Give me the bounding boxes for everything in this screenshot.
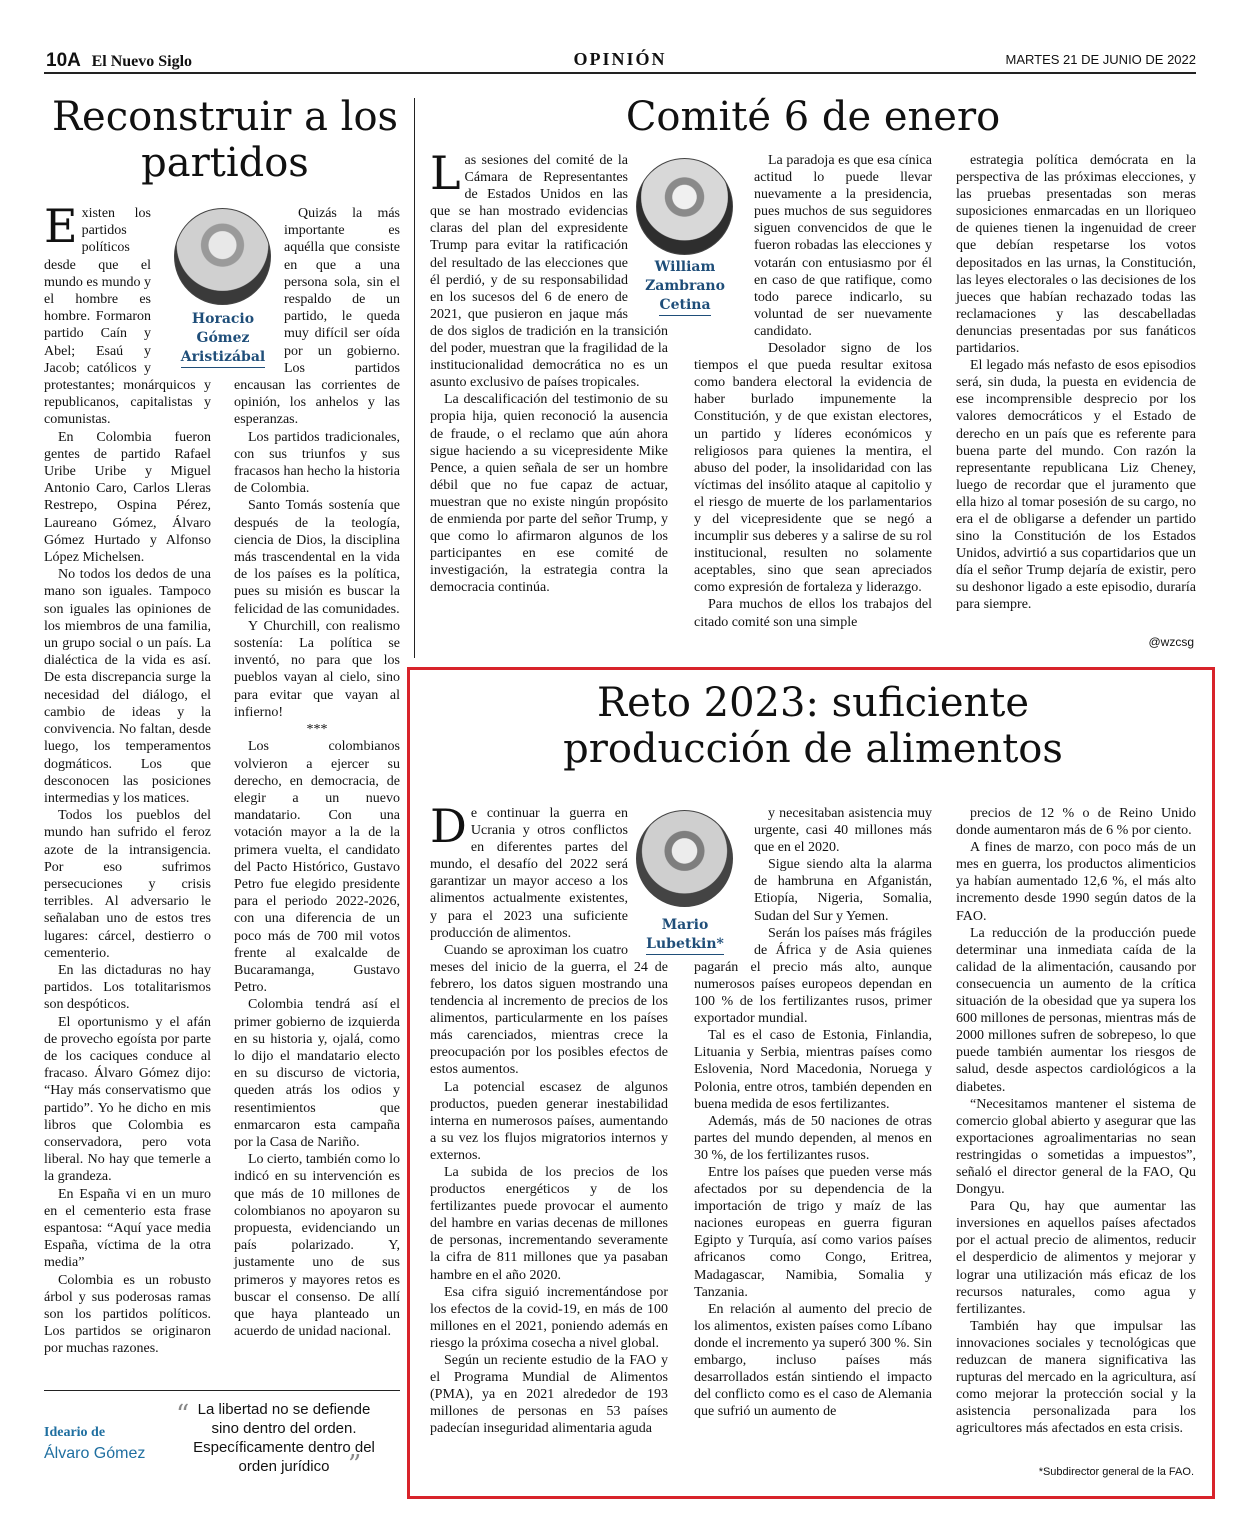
paragraph-text: as sesiones del comité de la Cámara de Representantes de Estados Unidos en las que se han mostrado evidencias claras del plan del expresidente Trump para evitar la ratificación del resultado de las elecciones que él perdió, y de su responsabilidad en los sucesos del 6 de enero de 2021, que pusieron en jaque más de dos siglos de tradición en la transición del poder, muestran que la fragilidad de la institucionalidad democrática no es un asunto exclusivo de países tropicales. [430, 153, 668, 391]
paragraph-text: “Necesitamos mantener el sistema de comercio global abierto y asegurar que las exportaciones agroalimentarias no sean restringidas o sometidas a impuestos”, señaló el director general de la FAO, Qu Dongyu. [956, 1096, 1196, 1198]
article3-column2 [694, 805, 932, 1420]
paragraph-text: El oportunismo y el afán de provecho egoísta por parte de los caciques conduce al fracaso. Álvaro Gómez dijo: “Hay más conservatismo que partido”. Yo he dicho en mis libros que Colombia es conservadora, pero vota liberal. No hay que temerle a la grandeza. [44, 1014, 211, 1185]
author-last: Cetina [659, 296, 710, 316]
article1-column1 [44, 199, 211, 1358]
paragraph [430, 1284, 668, 1352]
ideario-label-line1: Ideario de [44, 1425, 106, 1440]
article2-column1 [430, 146, 668, 596]
paragraph [430, 942, 668, 1079]
paragraph-text: En relación al aumento del precio de los alimentos, existen países como Líbano donde el incremento ya superó 300 %. Sin embargo, incluso países más desarrollados están sintiendo el impacto del conflicto como es el caso de Alemania que sufrió un aumento de [694, 1301, 932, 1420]
article3-column3 [956, 805, 1196, 1437]
paragraph-text: Según un reciente estudio de la FAO y el Programa Mundial de Alimentos (PMA), ya en 2021 alrededor de 193 millones de personas en 53 países padecían inseguridad alimentaria aguda [430, 1353, 668, 1437]
paragraph-text: Para muchos de ellos los trabajos del citado comité son una simple [694, 597, 932, 630]
author-last: Aristizábal [181, 348, 265, 368]
open-quote-icon: “ [176, 1400, 190, 1430]
photo-spacer [694, 805, 754, 955]
paragraph-text: La paradoja es que esa cínica actitud lo puede llevar nuevamente a la presidencia, pues muchos de sus seguidores siguen convencidos de que le fueron robadas las elecciones y votarán con entusiasmo por él en caso de que ratifique, como todo parece indicarlo, su voluntad de ser nuevamente candidato. [754, 153, 932, 339]
paragraph [234, 618, 400, 721]
paragraph [956, 839, 1196, 924]
paragraph-text: La reducción de la producción puede determinar una inmediata caída de la calidad de la alimentación, causando por consecuencia un aumento de la crítica situación de la obesidad que ya supera los 600 millones de personas, mientras más de 2000 millones sufren de sobrepeso, lo que puede también aumentar los riesgos de salud, desde aspectos cardiológicos a la diabetes. [956, 925, 1196, 1095]
article3-title-line2: producción de alimentos [563, 726, 1063, 772]
paragraph-text: xisten los partidos políticos desde que el mundo es mundo y el hombre es hombre. Formaron partido Caín y Abel; Esaú y Jacob; católicos y protestantes; monárquicos y republicanos, capitalistas y comunistas. [44, 206, 211, 428]
paragraph-text: La descalificación del testimonio de su propia hija, quien reconoció la ausencia de fraude, o el reclamo que aún ahora sigue haciendo a su vicepresidente Mike Pence, a quien señala de ser un hombre débil que no fue capaz de actuar, muestran que no existe ningún propósito de enmienda por parte del señor Trump, y que como lo afirmaron algunos de los participantes en ese comité de investigación, la estrategia contra la democracia continúa. [430, 392, 668, 596]
article2-column3 [956, 152, 1196, 614]
article3-title-line1: Reto 2023: suficiente [597, 680, 1029, 726]
paragraph-text: La subida de los precios de los productos energéticos y de los fertilizantes puede provocar el aumento del hambre en varias decenas de millones de personas, incrementando severamente la cifra de 811 millones que ya pasaban hambre en el año 2020. [430, 1164, 668, 1283]
drop-cap: D [430, 799, 467, 853]
paragraph-text: Colombia es un robusto árbol y sus poderosas ramas son los partidos políticos. Los partidos se originaron por muchas razones. [44, 1272, 211, 1357]
paragraph-text: Los partidos tradicionales, con sus triunfos y sus fracasos han hecho la historia de Colombia. [234, 429, 400, 497]
author-middle: Gómez [196, 330, 250, 346]
paragraph [44, 566, 211, 807]
photo-spacer [234, 205, 284, 375]
paragraph [430, 391, 668, 596]
author-last: Lubetkin* [646, 935, 724, 955]
paragraph [234, 497, 400, 617]
article3-column1 [430, 799, 668, 1437]
paragraph-text: Además, más de 50 naciones de otras partes del mundo dependen, al menos en 30 %, de los fertilizantes rusos. [694, 1113, 932, 1163]
paragraph [956, 805, 1196, 839]
page-number: 10A [46, 50, 81, 71]
paragraph-text: El legado más nefasto de esos episodios será, sin duda, la puesta en evidencia de ese incomprensible desprecio por los valores democráticos y el Estado de derecho en un país que es referente para buena parte del mundo. Con razón la representante republicana Liz Cheney, luego de recordar que el juramento que ella hizo al tomar posesión de su cargo, no era el de obligarse a defender un partido sino la Constitución de los Estados Unidos, advirtió a sus copartidarios que un día el señor Trump dejaría de existir, pero su deshonor ligado a este episodio, duraría para siempre. [956, 358, 1196, 613]
article1-title: Reconstruir a los partidos [51, 94, 399, 186]
paragraph [694, 340, 932, 596]
close-quote-icon: ” [348, 1450, 362, 1480]
paragraph [956, 1096, 1196, 1199]
paragraph-text: Para Qu, hay que aumentar las inversiones en aquellos países afectados por el actual precio de alimentos, reducir el desperdicio de alimentos y mejorar y lograr una utilización más eficaz de los recursos naturales, como agua y fertilizantes. [956, 1199, 1196, 1317]
paragraph [44, 962, 211, 1014]
paragraph-text: e continuar la guerra en Ucrania y otros conflictos en diferentes partes del mundo, el desafío del 2022 será garantizar un mayor acceso a los alimentos actualmente existentes, y para el 2023 una suficiente producción de alimentos. [430, 806, 628, 941]
article2-column2 [694, 152, 932, 631]
paragraph [234, 1151, 400, 1340]
ideario-rule [44, 1390, 400, 1391]
paragraph-text: Serán los países más frágiles de África y de Asia quienes pagarán el precio más alto, aunque numerosos países europeos dependan en 100 % de los fertilizantes rusos, primer exportador mundial. [694, 925, 932, 1027]
paragraph-text: Cuando se aproximan los cuatro meses del inicio de la guerra, el 24 de febrero, los datos siguen mostrando una tendencia al incremento de precios de los alimentos, particularmente en los países más carenciados, mientras crece la preocupación por los posibles efectos de estos aumentos. [430, 942, 668, 1078]
paragraph [694, 1301, 932, 1421]
issue-date: MARTES 21 DE JUNIO DE 2022 [1005, 52, 1196, 67]
section-title: OPINIÓN [573, 49, 667, 69]
paragraph [44, 1186, 211, 1272]
paragraph-text: En España vi en un muro en el cementerio esta frase espantosa: “Aquí yace media España, víctima de la otra media” [44, 1186, 211, 1271]
paragraph [430, 1079, 668, 1164]
paragraph-text: Los colombianos volvieron a ejercer su derecho, en democracia, de elegir a un nuevo mandatario. Con una votación mayor a la de la primera vuelta, el candidato del Pacto Histórico, Gustavo Petro fue elegido presidente para el periodo 2022-2026, con una diferencia de un poco más de 700 mil votos frente al exalcalde de Bucaramanga, Gustavo Petro. [234, 739, 400, 996]
paragraph-text: También hay que impulsar las innovaciones sociales y tecnológicas que reduzcan de manera significativa las rupturas del mercado en la agricultura, así como mejorar la protección social y la asistencia personalizada para los agricultores más afectados en esta crisis. [956, 1318, 1196, 1437]
column-divider [414, 98, 415, 658]
paragraph-text: En Colombia fueron gentes de partido Rafael Uribe Uribe y Miguel Antonio Caro, Carlos Lleras Restrepo, Ospina Pérez, Laureano Gómez, Álvaro Gómez Hurtado y Alfonso López Michelsen. [44, 429, 211, 566]
paragraph-text: A fines de marzo, con poco más de un mes en guerra, los productos alimenticios ya habían aumentado 12,6 %, el más alto incremento desde 1990 según datos de la FAO. [956, 840, 1196, 924]
drop-cap: E [44, 199, 78, 253]
header-rule [44, 72, 1196, 74]
author-first: William [654, 259, 716, 275]
author-first: Mario [661, 917, 709, 933]
paragraph-text: No todos los dedos de una mano son iguales. Tampoco son iguales las opiniones de los miembros de una familia, un grupo social o un país. La dialéctica de la vida es así. De esta discrepancia surge la necesidad del diálogo, el cambio de ideas y la convivencia. No faltan, desde luego, los temperamentos dogmáticos. Los que desconocen las posiciones intermedias y los matices. [44, 567, 211, 806]
paragraph-text: Entre los países que pueden verse más afectados por su dependencia de la importación de trigo y maíz de las naciones europeas en guerra figuran Egipto y Turquía, así como varios países africanos como Congo, Eritrea, Madagascar, Namibia, Somalia y Tanzania. [694, 1164, 932, 1300]
photo-spacer [151, 205, 211, 375]
paragraph [956, 925, 1196, 1096]
paragraph-text: Santo Tomás sostenía que después de la teología, ciencia de Dios, la disciplina más trascendental en la vida de los países es la política, pues su misión es buscar la felicidad de las comunidades. [234, 498, 400, 617]
paragraph-text: estrategia política demócrata en la perspectiva de las próximas elecciones, y las pruebas presentadas son meras suposiciones enmarcadas en un lloriqueo de quienes tienen la ingenuidad de creer que debían respetarse los votos depositados en las urnas, la Constitución, las leyes electorales o las decisiones de los jueces que habían rechazado todas las reclamaciones y las descabelladas denuncias presentadas por sus fanáticos partidarios. [956, 153, 1196, 357]
newspaper-name: El Nuevo Siglo [91, 53, 193, 70]
page-header-left [46, 50, 192, 72]
photo-spacer [628, 152, 668, 322]
paragraph-text: y necesitaban asistencia muy urgente, casi 40 millones más que en el 2020. [754, 806, 932, 856]
paragraph [234, 738, 400, 996]
paragraph-text: Quizás la más importante es aquélla que consiste en que a una persona sola, sin el respaldo de un partido, le queda muy difícil ser oída por un gobierno. Los partidos encausan las corrientes de opinión, los anhelos y las esperanzas. [234, 206, 400, 428]
paragraph [44, 1272, 211, 1358]
paragraph-text: Esa cifra siguió incrementándose por los efectos de la covid-19, en más de 100 millones en el 2021, poniendo además en riesgo la próxima cosecha a nivel global. [430, 1284, 668, 1351]
article3-title [430, 680, 1196, 772]
paragraph [234, 721, 400, 738]
ideario-label-line2: Álvaro Gómez [44, 1445, 146, 1462]
footnote: *Subdirector general de la FAO. [1038, 1466, 1194, 1478]
paragraph-text: precios de 12 % o de Reino Unido donde aumentaron más de 6 % por ciento. [956, 806, 1196, 839]
paragraph-text: Tal es el caso de Estonia, Finlandia, Lituania y Serbia, mientras países como Eslovenia, Nord Macedonia, Noruega y Polonia, entre otros, también dependen en buena medida de esos fertilizantes. [694, 1028, 932, 1112]
article1-column2 [234, 205, 400, 1340]
drop-cap: L [430, 146, 461, 200]
paragraph [956, 357, 1196, 613]
paragraph [234, 429, 400, 498]
paragraph [44, 1014, 211, 1186]
paragraph [956, 1198, 1196, 1318]
ideario-quote: La libertad no se defiende sino dentro del orden. Específicamente dentro del orden jurídico [193, 1401, 375, 1475]
paragraph-text: La potencial escasez de algunos productos, pueden generar inestabilidad interna en numerosos países, aumentando a su vez los flujos migratorios internos y externos. [430, 1079, 668, 1163]
paragraph-text: Todos los pueblos del mundo han sufrido el feroz azote de la intransigencia. Por eso sufrimos persecuciones y crisis terribles. Al adversario le señalaban uno de estos tres lugares: cárcel, destierro o cementerio. [44, 808, 211, 961]
paragraph-text: Colombia tendrá así el primer gobierno de izquierda en su historia y, ojalá, como lo dijo el mandatario electo en su discurso de victoria, queden atrás los odios y resentimientos que enmarcaron esta campaña por la Casa de Nariño. [234, 997, 400, 1150]
author-handle: @wzcsg [1148, 635, 1194, 649]
paragraph [956, 1318, 1196, 1438]
paragraph [234, 996, 400, 1151]
paragraph [44, 429, 211, 567]
paragraph [430, 1164, 668, 1284]
paragraph-text: En las dictaduras no hay partidos. Los totalitarismos son despóticos. [44, 962, 211, 1013]
paragraph [430, 1352, 668, 1437]
author-first: Horacio [191, 311, 255, 327]
author-middle: Zambrano [645, 278, 725, 294]
paragraph-text: Sigue siendo alta la alarma de hambruna en Afganistán, Etiopía, Nigeria, Somalia, Sudan del Sur y Yemen. [754, 857, 932, 924]
paragraph [44, 807, 211, 962]
photo-spacer [694, 152, 754, 342]
photo-spacer [628, 805, 668, 955]
paragraph [694, 1164, 932, 1301]
paragraph [694, 1027, 932, 1112]
paragraph-text: *** [306, 722, 328, 738]
paragraph [694, 596, 932, 630]
paragraph [956, 152, 1196, 357]
article2-title: Comité 6 de enero [625, 94, 1001, 140]
paragraph-text: Y Churchill, con realismo sostenía: La política se inventó, no para que los pueblos vayan al cielo, sino para evitar que vayan al infierno! [234, 618, 400, 720]
paragraph [694, 1113, 932, 1164]
paragraph-text: Lo cierto, también como lo indicó en su intervención es que más de 10 millones de colombianos no apoyaron su propuesta, evidenciando un país polarizado. Y, justamente uno de sus primeros y mayores retos es buscar el consenso. De allí que haya planteado un acuerdo de unidad nacional. [234, 1152, 401, 1340]
paragraph-text: Desolador signo de los tiempos el que pueda resultar exitosa como bandera electoral la evidencia de haber burlado impunemente la Constitución, y de que existan electores, un partido y líderes económicos y religiosos para quienes la mentira, el abuso del poder, la insolidaridad con las víctimas del insólito ataque al capitolio y el riesgo de muerte de los parlamentarios y del vicepresidente que se negó a incumplir sus deberes y a salirse de su rol institucional, resulten no solamente aceptables, sino que sean apreciados como expresión de fortaleza y liderazgo. [694, 341, 932, 596]
